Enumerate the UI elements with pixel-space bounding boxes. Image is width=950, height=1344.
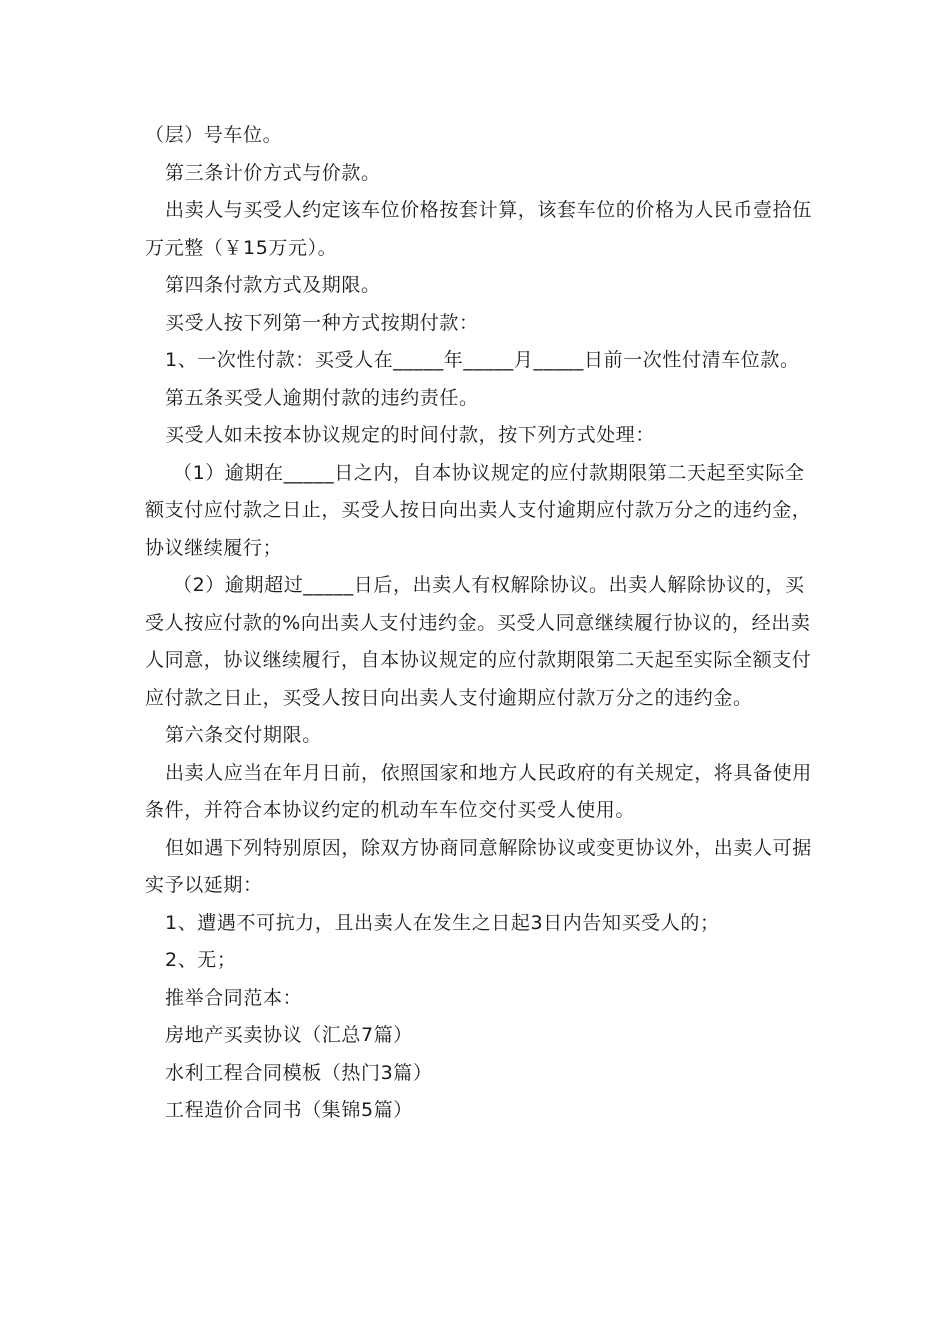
paragraph-delivery-deadline: 出卖人应当在年月日前，依照国家和地方人民政府的有关规定，将具备使用条件，并符合本协议约定的机动车车位交付买受人使用。	[145, 761, 812, 821]
heading-article-4: 第四条付款方式及期限。	[165, 274, 381, 296]
paragraph-payment-method: 买受人按下列第一种方式按期付款：	[165, 311, 479, 334]
recommended-template-item: 房地产买卖协议（汇总7篇）	[165, 1024, 413, 1046]
paragraph-late-payment-intro: 买受人如未按本协议规定的时间付款，按下列方式处理：	[165, 424, 656, 446]
paragraph-none: 2、无；	[165, 949, 237, 971]
heading-article-5: 第五条买受人逾期付款的违约责任。	[165, 386, 479, 409]
heading-article-3: 第三条计价方式与价款。	[165, 161, 381, 184]
paragraph-parking-space-floor: （层）号车位。	[145, 124, 283, 146]
paragraph-late-payment-clause-2: （2）逾期超过_____日后，出卖人有权解除协议。出卖人解除协议的，买受人按应付款的%向出卖人支付违约金。买受人同意继续履行协议的，经出卖人同意，协议继续履行，自本协议规定的应付款期限第二天起至实际全额支付应付款之日止，买受人按日向出卖人支付逾期应付款万分之的违约金。	[145, 574, 812, 709]
recommended-template-item: 水利工程合同模板（热门3篇）	[165, 1061, 433, 1084]
recommended-template-item: 工程造价合同书（集锦5篇）	[165, 1099, 413, 1121]
paragraph-delay-conditions: 但如遇下列特别原因，除双方协商同意解除协议或变更协议外，出卖人可据实予以延期：	[145, 836, 812, 896]
heading-recommended-templates: 推举合同范本：	[165, 986, 303, 1009]
paragraph-lump-sum-payment: 1、一次性付款：买受人在_____年_____月_____日前一次性付清车位款。	[165, 349, 800, 371]
heading-article-6: 第六条交付期限。	[165, 724, 322, 746]
paragraph-price-agreement: 出卖人与买受人约定该车位价格按套计算，该套车位的价格为人民币壹拾伍万元整（￥15万元）。	[145, 199, 812, 259]
document-body	[145, 117, 815, 1130]
paragraph-force-majeure: 1、遭遇不可抗力，且出卖人在发生之日起3日内告知买受人的；	[165, 911, 720, 934]
paragraph-late-payment-clause-1: （1）逾期在_____日之内，自本协议规定的应付款期限第二天起至实际全额支付应付款之日止，买受人按日向出卖人支付逾期应付款万分之的违约金，协议继续履行；	[145, 461, 812, 559]
